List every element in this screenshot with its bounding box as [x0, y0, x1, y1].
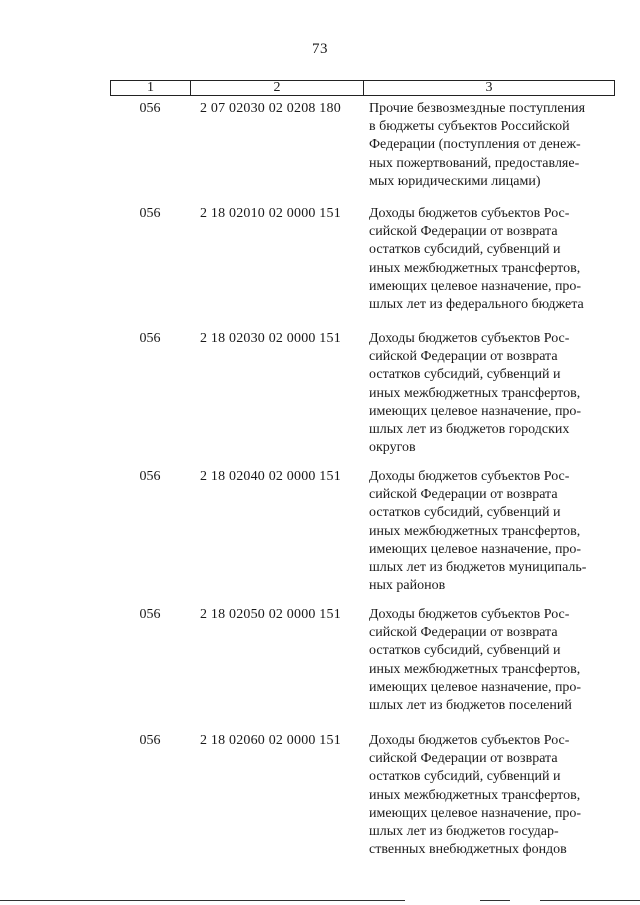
footer-rule-right [540, 900, 640, 901]
description-line: ственных внебюджетных фондов [369, 842, 567, 858]
kbk-cell: 2 18 02030 02 0000 151 [200, 331, 341, 346]
description-line: ных пожертвований, предоставляе- [369, 155, 580, 171]
description-line: сийской Федерации от возврата [369, 625, 558, 641]
kbk-cell: 2 18 02010 02 0000 151 [200, 206, 341, 221]
description-line: Доходы бюджетов субъектов Рос- [369, 206, 570, 221]
kbk-cell: 2 18 02040 02 0000 151 [200, 469, 341, 484]
description-line: иных межбюджетных трансфертов, [369, 385, 581, 401]
description-line: ных районов [369, 578, 446, 594]
description-cell [363, 100, 603, 205]
description-line: сийской Федерации от возврата [369, 349, 558, 365]
table-body [110, 100, 615, 872]
description-line: шлых лет из бюджетов государ- [369, 824, 559, 840]
description-line: имеющих целевое назначение, про- [369, 541, 582, 557]
admin-code-cell: 056 [139, 469, 161, 484]
admin-code-cell: 056 [139, 206, 161, 221]
description-line: остатков субсидий, субвенций и [369, 769, 561, 785]
description-line: сийской Федерации от возврата [369, 751, 558, 767]
kbk-cell: 2 18 02050 02 0000 151 [200, 607, 341, 622]
description-line: остатков субсидий, субвенций и [369, 643, 561, 659]
description-line: имеющих целевое назначение, про- [369, 403, 582, 419]
description-line: остатков субсидий, субвенций и [369, 367, 561, 383]
table-row [110, 330, 615, 468]
admin-code-cell: 056 [139, 331, 161, 346]
page-number: 73 [312, 41, 328, 57]
admin-code-cell: 056 [139, 607, 161, 622]
table-row [110, 205, 615, 330]
description-line: Доходы бюджетов субъектов Рос- [369, 469, 570, 484]
description-line: шлых лет из бюджетов поселений [369, 698, 572, 714]
table-row [110, 100, 615, 205]
header-col-1: 1 [111, 81, 191, 95]
description-line: остатков субсидий, субвенций и [369, 242, 561, 258]
description-cell [363, 330, 603, 468]
description-line: шлых лет из федерального бюджета [369, 297, 584, 313]
description-line: имеющих целевое назначение, про- [369, 679, 582, 695]
description-cell [363, 205, 603, 330]
description-line: шлых лет из бюджетов муниципаль- [369, 560, 587, 576]
admin-code-cell: 056 [139, 733, 161, 748]
header-col-3: 3 [485, 80, 493, 95]
description-line: Прочие безвозмездные поступления [369, 101, 586, 116]
table-row [110, 606, 615, 732]
table-row [110, 468, 615, 606]
footer-rule-mid [480, 900, 510, 901]
admin-code-cell: 056 [139, 101, 161, 116]
description-line: Доходы бюджетов субъектов Рос- [369, 607, 570, 622]
description-line: сийской Федерации от возврата [369, 487, 558, 503]
description-line: иных межбюджетных трансфертов, [369, 787, 581, 803]
description-line: имеющих целевое назначение, про- [369, 805, 582, 821]
description-line: иных межбюджетных трансфертов, [369, 260, 581, 276]
footer-rule-left [0, 900, 405, 901]
description-cell [363, 468, 603, 606]
kbk-cell: 2 18 02060 02 0000 151 [200, 733, 341, 748]
description-line: иных межбюджетных трансфертов, [369, 523, 581, 539]
description-line: округов [369, 440, 416, 456]
header-col-2: 2 [191, 81, 364, 95]
description-line: сийской Федерации от возврата [369, 224, 558, 240]
description-line: Доходы бюджетов субъектов Рос- [369, 733, 570, 748]
description-line: в бюджеты субъектов Российской [369, 119, 570, 135]
table-row [110, 732, 615, 872]
description-line: имеющих целевое назначение, про- [369, 278, 582, 294]
table-header [110, 80, 615, 96]
description-line: Федерации (поступления от денеж- [369, 137, 581, 153]
description-line: остатков субсидий, субвенций и [369, 505, 561, 521]
description-line: иных межбюджетных трансфертов, [369, 661, 581, 677]
description-line: Доходы бюджетов субъектов Рос- [369, 331, 570, 346]
description-line: мых юридическими лицами) [369, 173, 541, 189]
description-cell [363, 606, 603, 732]
kbk-cell: 2 07 02030 02 0208 180 [200, 101, 341, 116]
description-line: шлых лет из бюджетов городских [369, 422, 570, 438]
description-cell [363, 732, 603, 872]
